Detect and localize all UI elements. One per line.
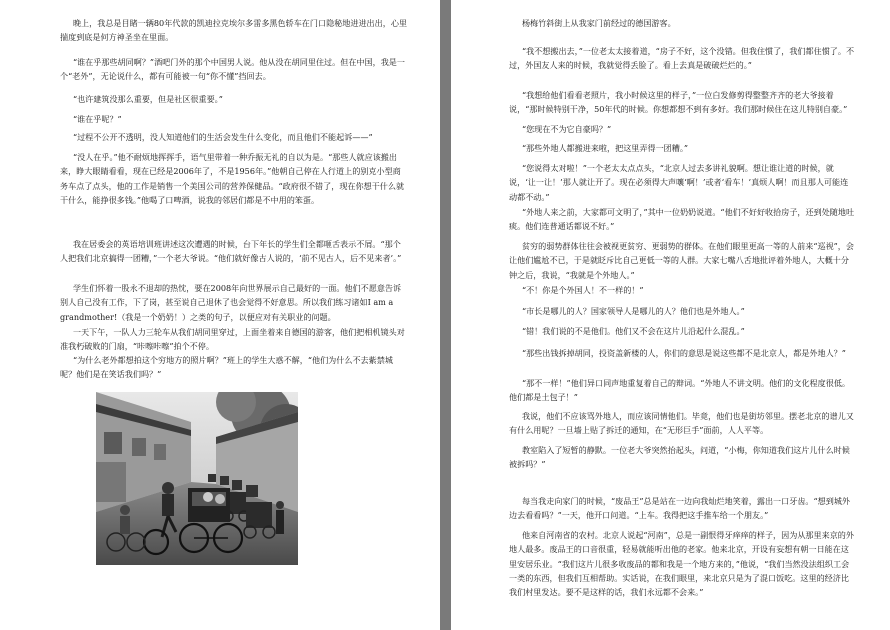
paragraph: “谁在乎那些胡同啊？”酒吧门外的那个中国男人说。他从没在胡同里住过。但在中国，我是一个“老外”，无论说什么，都有可能被一句“你不懂”挡回去。 — [60, 57, 405, 82]
paragraph: “过程不公开不透明，没人知道他们的生活会发生什么变化，而且他们不能起诉——” — [72, 132, 373, 142]
paragraph: “外地人来之前，大家都可文明了，”其中一位奶奶说道。“他们不好好收拾房子，还到处随地吐痰。他们连普通话都说不好。” — [509, 207, 855, 232]
page-gutter — [440, 0, 451, 630]
paragraph: 晚上，我总是目睹一辆80年代款的凯迪拉克埃尔多雷多黑色轿车在门口隐秘地进进出出，心里揣度到底是何方神圣坐在里面。 — [60, 18, 408, 43]
paragraph: “没人在乎。”他不耐烦地挥挥手，语气里带着一种乔振无礼的自以为是。“那些人就应该搬出来，睁大眼睛看看，现在已经是2006年了，不是1956年。”他朝自己停在人行道上的别克小型商务车点了点头，他的工作是销售一个美国公司的营养保健品。“政府很不错了，现在你想干什么就干什么，能挣很多钱。”他喝了口啤酒，说我的邻居们都是不中用的笨蛋。 — [60, 152, 405, 205]
paragraph: “您现在不为它自豪吗？” — [521, 124, 612, 134]
street-photo — [96, 392, 298, 565]
paragraph: “谁在乎呢？” — [72, 114, 122, 124]
paragraph: “市长是哪儿的人？国家领导人是哪儿的人？他们也是外地人。” — [521, 306, 745, 316]
paragraph: 教室陷入了短暂的静默。一位老大爷突然抬起头，问道，“小梅，你知道我们这片儿什么时候被拆吗？” — [509, 445, 850, 470]
paragraph: “那些外地人都搬进来啦，把这里弄得一团糟。” — [521, 143, 689, 153]
paragraph: “那些出钱拆掉胡同，投资盖新楼的人，你们的意思是说这些都不是北京人，都是外地人？” — [521, 348, 846, 358]
paragraph: 一天下午，一队人力三轮车从我们胡同里穿过，上面坐着来自德国的游客，他们把相机镜头对准我朽破败的门扇，“咔嚓咔嚓”拍个不停。 — [60, 327, 405, 352]
hutong-rickshaw-photo — [96, 392, 298, 565]
paragraph: “那不一样！”他们异口同声地重复着自己的辩词。“外地人不讲文明。他们的文化程度很低。他们都是土包子！” — [509, 378, 851, 403]
paragraph: 贫穷的弱势群体往往会被视更贫穷、更弱势的群体。在他们眼里更高一等的人前来“巡视”，会让他们尴尬不已，于是就眨斥比自己更低一等的人群。大家七嘴八舌地批评着外地人，大概十分钟之后，我说，“我就是个外地人。” — [509, 241, 854, 280]
paragraph: “也许建筑没那么重要，但是社区很重要。” — [72, 94, 223, 104]
left-page — [0, 0, 440, 630]
paragraph: 学生们怀着一股永不退却的热忱，要在2008年向世界展示自己最好的一面。他们不愿意告诉别人自己没有工作，下了岗，甚至说自己退休了也会觉得不好意思。所以我们练习诸如I am a grandmother!（我是一个奶奶！）之类的句子，以便应对有关职业的问题。 — [60, 283, 402, 322]
paragraph: 我说，他们不应该骂外地人，而应该同情他们。毕竟，他们也是街坊邻里。摆老北京的谱儿又有什么用呢？一旦墙上贴了拆迁的通知，在“无形巨手”面前，人人平等。 — [509, 411, 854, 436]
paragraph: “我想给他们看看老照片，我小时候这里的样子，”一位白发修剪得整整齐齐的老大爷接着说，“那时候特别干净，50年代的时候。你想都想不到有多好。我们那时候住在这儿特别自豪。” — [509, 90, 848, 115]
paragraph: 我在居委会的英语培训班讲述这次遭遇的时候，台下年长的学生们全都咂舌表示不屑。“那个人把我们北京搞得一团糟，”一个老大爷说。“他们就好像古人说的，‘前不见古人，后不见来者’。” — [60, 239, 402, 264]
paragraph: “为什么老外都想拍这个穷地方的照片啊？”班上的学生大惑不解，“他们为什么不去紫禁城呢？他们是在笑话我们吗？” — [60, 355, 393, 380]
paragraph: 他来自河南省的农村。北京人说起“河南”，总是一副恨得牙痒痒的样子，因为从那里来京的外地人最多。废品王的口音很重，轻易就能听出他的老家。他来北京，开设有妄想有朝一日能在这里安居乐业。“我们这片儿很多收废品的都和我是一个地方来的，”他说，“我们当然没法组织工会一类的东西，但我们互相帮助。实话说，在我们眼里，来北京只是为了混口饭吃。这里的经济比我们村里发达。要不是这样的话，我们永远都不会来。” — [509, 530, 854, 598]
paragraph: “错！我们说的不是他们。他们又不会在这片儿沿起什么混乱。” — [521, 326, 745, 336]
paragraph: “您说得太对啦！”一个老太太点点头，“北京人过去多讲礼貌啊。想让谁让道的时候，就说，‘让一让！’那人就让开了。现在必须得大声嚷‘啊！’或者‘看车！’真烦人啊！而且那人可能连动都不动。” — [509, 163, 849, 202]
paragraph: 每当我走向家门的时候，“废品王”总是站在一边向我灿烂地笑着，露出一口牙齿。“想到城外边去看看吗？”一天，他开口问道。“上车。我得把这手推车给一个朋友。” — [509, 496, 851, 521]
paragraph: “我不想搬出去，”一位老太太接着道，“房子不好，这个没错。但我住惯了，我们都住惯了。不过，外国友人来的时候，我就觉得丢脸了。看上去真是破破烂烂的。” — [509, 46, 855, 71]
paragraph: 杨梅竹斜街上从我家门前经过的德国游客。 — [521, 18, 676, 28]
paragraph: “不！你是个外国人！不一样的！” — [521, 285, 644, 295]
right-page — [451, 0, 890, 630]
